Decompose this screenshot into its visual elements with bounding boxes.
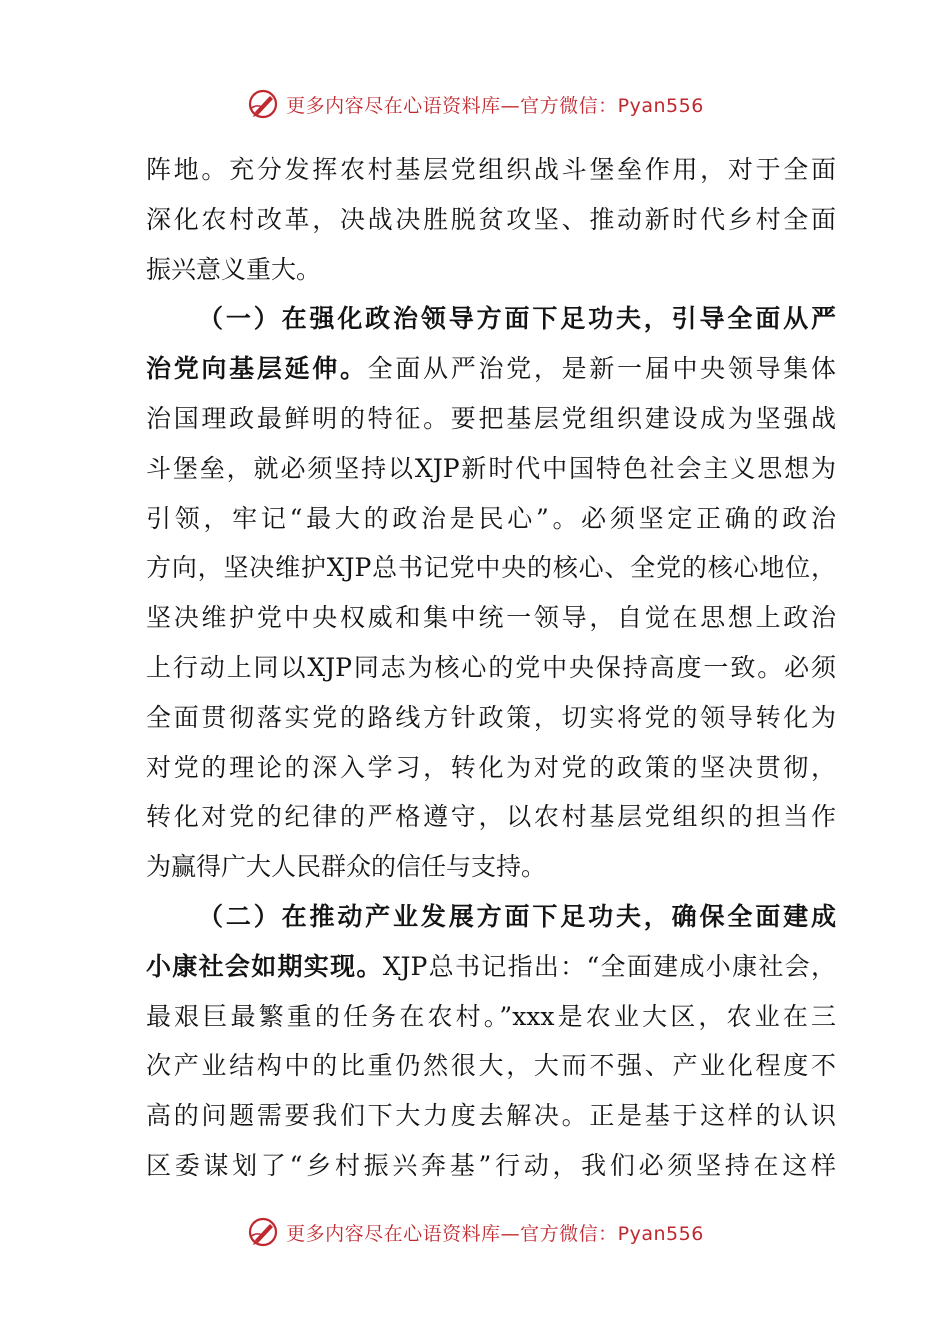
section-heading-1: （一）在强化政治领导方面下足功夫，引导全面从严 [198,304,836,334]
text-line: 振兴意义重大。 [146,254,322,284]
text-line: 斗堡垒，就必须坚持以XJP新时代中国特色社会主义思想为 [146,453,836,483]
text-line: 治国理政最鲜明的特征。要把基层党组织建设成为坚强战 [146,403,836,433]
text-line: 深化农村改革，决战决胜脱贫攻坚、推动新时代乡村全面 [146,204,836,234]
text-span: XJP总书记指出：“全面建成小康社会， [382,951,836,981]
pen-logo-icon [246,87,280,121]
text-line: 引领，牢记“最大的政治是民心”。必须坚定正确的政治 [146,503,836,533]
text-line [146,344,836,394]
text-span: 全面从严治党，是新一届中央领导集体 [367,354,836,384]
watermark-text: 更多内容尽在心语资料库—官方微信：Pyan556 [286,94,704,117]
text-line: 最艰巨最繁重的任务在农村。”xxx是农业大区，农业在三 [146,1001,836,1031]
text-line: 区委谋划了“乡村振兴奔基”行动，我们必须坚持在这样 [146,1150,836,1180]
text-line: 上行动上同以XJP同志为核心的党中央保持高度一致。必须 [146,652,836,682]
watermark-text: 更多内容尽在心语资料库—官方微信：Pyan556 [286,1222,704,1245]
section-heading-2: （二）在推动产业发展方面下足功夫，确保全面建成 [198,901,836,931]
text-line: 次产业结构中的比重仍然很大，大而不强、产业化程度不 [146,1051,836,1081]
document-body [146,145,836,1191]
text-line: 转化对党的纪律的严格遵守，以农村基层党组织的担当作 [146,802,836,832]
text-line: 方向，坚决维护XJP总书记党中央的核心、全党的核心地位， [146,553,836,583]
text-line: 坚决维护党中央权威和集中统一领导，自觉在思想上政治 [146,603,836,633]
pen-logo-icon [246,1215,280,1249]
watermark-banner-top [0,84,950,124]
section-heading-1-cont: 治党向基层延伸。 [146,354,368,384]
text-line: 为赢得广大人民群众的信任与支持。 [146,852,547,882]
watermark-banner-bottom [0,1212,950,1252]
text-line: 阵地。充分发挥农村基层党组织战斗堡垒作用，对于全面 [146,155,836,184]
text-line: 高的问题需要我们下大力度去解决。正是基于这样的认识 [146,1101,836,1131]
section-heading-2-cont: 小康社会如期实现。 [146,951,383,981]
text-line [146,942,836,992]
text-line: 全面贯彻落实党的路线方针政策，切实将党的领导转化为 [146,702,836,732]
text-line: 对党的理论的深入学习，转化为对党的政策的坚决贯彻， [146,752,836,782]
